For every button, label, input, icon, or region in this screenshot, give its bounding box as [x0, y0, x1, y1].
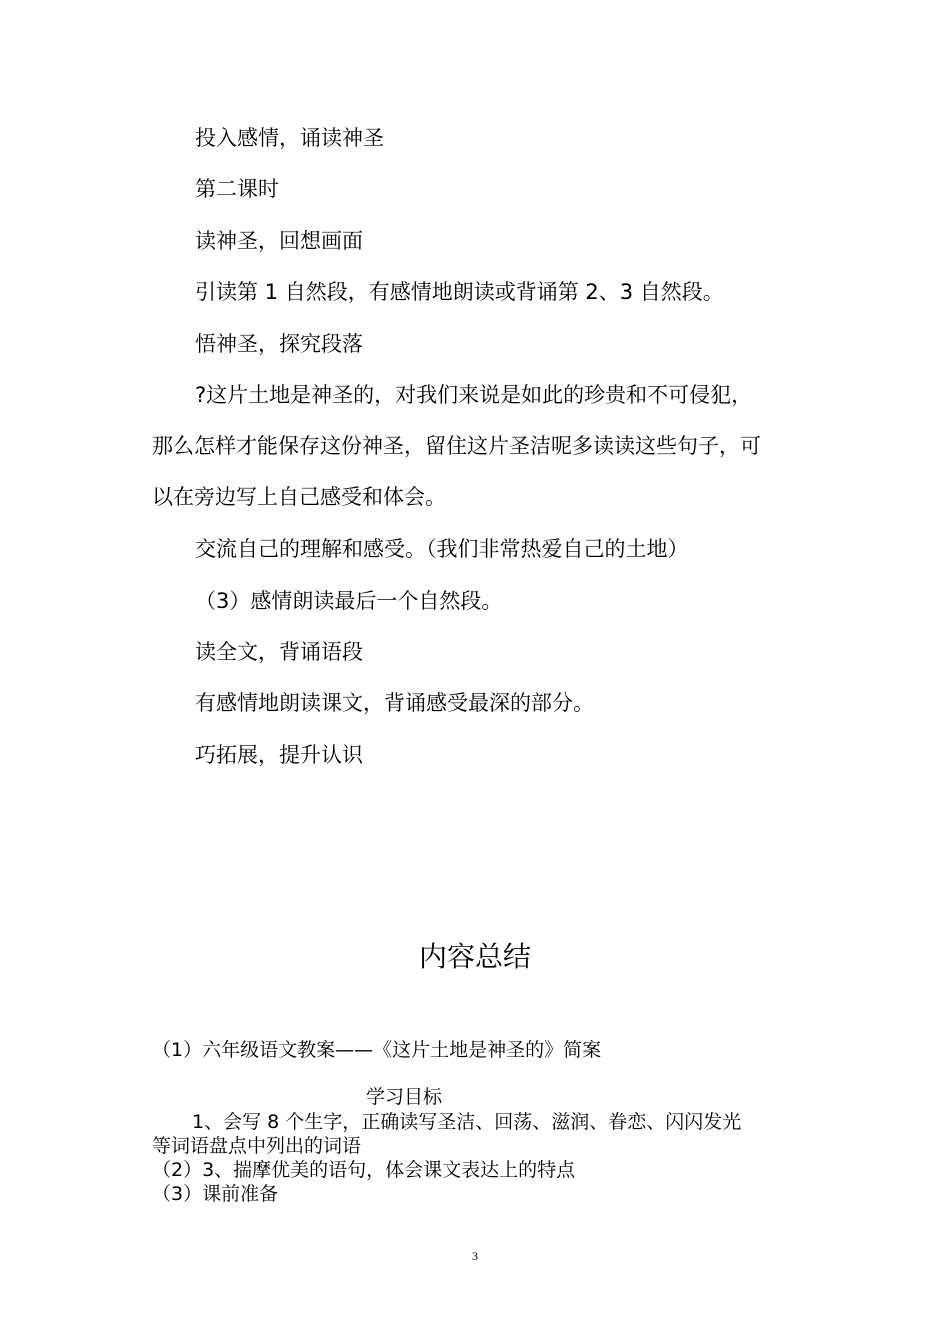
summary-title: 内容总结: [418, 940, 531, 973]
summary-line: （2）3、揣摩优美的语句，体会课文表达上的特点: [152, 1159, 576, 1181]
paragraph-line: 引读第 1 自然段，有感情地朗读或背诵第 2、3 自然段。: [195, 280, 724, 304]
paragraph-line: 有感情地朗读课文，背诵感受最深的部分。: [195, 691, 594, 715]
paragraph-line: 以在旁边写上自己感受和体会。: [152, 485, 446, 509]
summary-line: 等词语盘点中列出的词语: [152, 1135, 362, 1157]
paragraph-line: ?这片土地是神圣的，对我们来说是如此的珍贵和不可侵犯，: [195, 383, 753, 407]
summary-subheading: 学习目标: [366, 1086, 443, 1108]
paragraph-line: 交流自己的理解和感受。（我们非常热爱自己的土地）: [195, 537, 689, 561]
summary-line: （3）课前准备: [152, 1183, 279, 1205]
paragraph-line: 读全文，背诵语段: [195, 640, 363, 664]
paragraph-line: （3）感情朗读最后一个自然段。: [195, 589, 503, 613]
paragraph-line: 巧拓展，提升认识: [195, 743, 363, 767]
paragraph-line: 读神圣，回想画面: [195, 229, 363, 253]
paragraph-line: 那么怎样才能保存这份神圣，留住这片圣洁呢多读读这些句子，可: [152, 434, 761, 458]
paragraph-line: 第二课时: [195, 177, 279, 201]
paragraph-line: 投入感情，诵读神圣: [195, 126, 384, 150]
summary-line: 1、会写 8 个生字，正确读写圣洁、回荡、滋润、眷恋、闪闪发光: [192, 1111, 742, 1133]
paragraph-line: 悟神圣，探究段落: [195, 332, 363, 356]
page-number: 3: [472, 1249, 478, 1263]
summary-line: （1）六年级语文教案——《这片土地是神圣的》简案: [152, 1039, 602, 1061]
